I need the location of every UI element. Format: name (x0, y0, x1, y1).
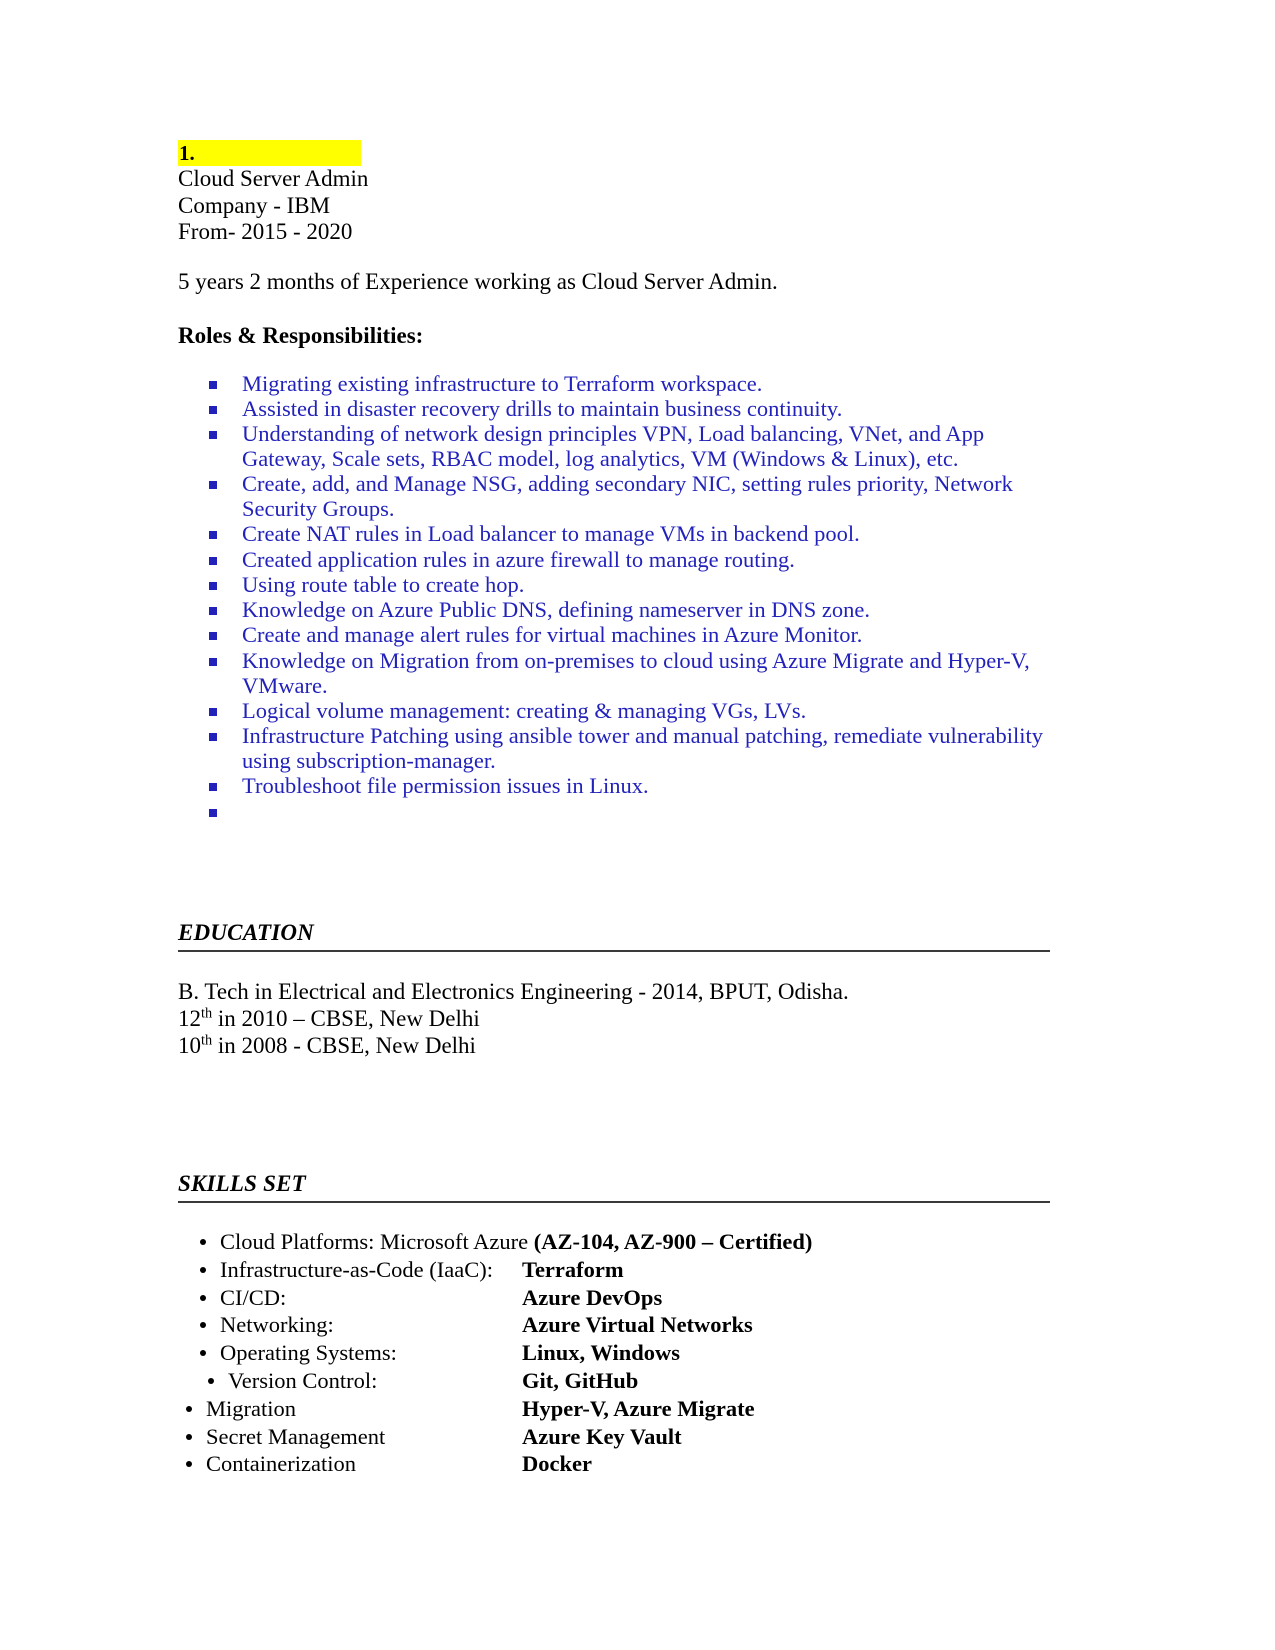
experience-title: Cloud Server Admin (178, 166, 369, 191)
responsibility-text: Migrating existing infrastructure to Terraform workspace. (242, 370, 763, 396)
education-twelfth-rest: in 2010 – CBSE, New Delhi (212, 1006, 480, 1032)
spacer (178, 296, 1050, 322)
skill-item (178, 1311, 1050, 1339)
skill-value: Docker (522, 1451, 592, 1477)
round-bullet-icon (186, 1461, 192, 1467)
responsibility-text: Assisted in disaster recovery drills to maintain business continuity. (242, 395, 843, 421)
education-tenth-rest: in 2008 - CBSE, New Delhi (212, 1033, 476, 1059)
square-bullet-icon (209, 557, 217, 565)
education-tenth-ordinal: 10 (178, 1033, 201, 1059)
responsibility-text: Knowledge on Azure Public DNS, defining nameserver in DNS zone. (242, 597, 870, 623)
responsibility-text: Using route table to create hop. (242, 571, 525, 597)
responsibility-item (178, 472, 1050, 522)
round-bullet-icon (200, 1239, 206, 1245)
responsibility-text: Troubleshoot file permission issues in Linux. (242, 773, 649, 799)
skill-item (178, 1339, 1050, 1367)
skill-item (178, 1423, 1050, 1451)
skill-value: Git, GitHub (522, 1368, 639, 1394)
round-bullet-icon (200, 1350, 206, 1356)
skill-label: Networking: (220, 1312, 334, 1338)
skill-item (178, 1284, 1050, 1312)
document-content (178, 140, 1050, 1478)
square-bullet-icon (209, 632, 217, 640)
square-bullet-icon (209, 783, 217, 791)
skill-value: Hyper-V, Azure Migrate (522, 1395, 755, 1421)
responsibility-text: Create, add, and Manage NSG, adding secondary NIC, setting rules priority, Network Security Groups. (242, 471, 1013, 521)
skill-label: Containerization (206, 1451, 356, 1477)
experience-index: 1. (178, 140, 361, 166)
skill-value: Terraform (522, 1256, 624, 1282)
skill-item (178, 1395, 1050, 1423)
responsibility-item (178, 623, 1050, 648)
responsibility-text: Create and manage alert rules for virtual machines in Azure Monitor. (242, 622, 863, 648)
square-bullet-icon (209, 607, 217, 615)
square-bullet-icon (209, 708, 217, 716)
skills-list (178, 1228, 1050, 1478)
responsibility-item (178, 573, 1050, 598)
experience-duration: From- 2015 - 2020 (178, 219, 353, 244)
skill-label: Cloud Platforms: Microsoft Azure (220, 1229, 534, 1255)
round-bullet-icon (186, 1406, 192, 1412)
square-bullet-icon (209, 733, 217, 741)
responsibilities-list (178, 372, 1050, 824)
skills-heading: SKILLS SET (178, 1171, 306, 1197)
responsibility-item (178, 522, 1050, 547)
education-section (178, 920, 1050, 1059)
responsibility-item (178, 422, 1050, 472)
responsibility-text: Logical volume management: creating & managing VGs, LVs. (242, 697, 807, 723)
round-bullet-icon (200, 1295, 206, 1301)
education-twelfth-suffix: th (201, 1005, 213, 1022)
skills-section (178, 1171, 1050, 1478)
responsibility-text: Knowledge on Migration from on-premises to cloud using Azure Migrate and Hyper-V, VMware. (242, 647, 1030, 698)
skill-value: Azure DevOps (522, 1284, 663, 1310)
square-bullet-icon (209, 381, 217, 389)
education-degree: B. Tech in Electrical and Electronics Engineering - 2014, BPUT, Odisha. (178, 979, 849, 1005)
responsibility-item (178, 724, 1050, 774)
square-bullet-icon (209, 406, 217, 414)
responsibility-item (178, 699, 1050, 724)
skill-label: Migration (206, 1395, 296, 1421)
square-bullet-icon (209, 658, 217, 666)
education-twelfth (178, 1005, 1050, 1032)
responsibility-text: Created application rules in azure firewall to manage routing. (242, 546, 795, 572)
round-bullet-icon (186, 1434, 192, 1440)
responsibility-item (178, 774, 1050, 799)
responsibility-item (178, 649, 1050, 699)
skill-value: Azure Virtual Networks (522, 1312, 753, 1338)
skill-label: Operating Systems: (220, 1340, 397, 1366)
square-bullet-icon (209, 481, 217, 489)
spacer (178, 824, 1050, 920)
square-bullet-icon (209, 531, 217, 539)
square-bullet-icon (209, 431, 217, 439)
responsibility-item (178, 548, 1050, 573)
responsibility-text: Create NAT rules in Load balancer to manage VMs in backend pool. (242, 521, 860, 547)
responsibilities-heading: Roles & Responsibilities: (178, 322, 424, 348)
square-bullet-icon (209, 582, 217, 590)
responsibility-item (178, 372, 1050, 397)
skill-item (178, 1256, 1050, 1284)
skill-label: Infrastructure-as-Code (IaaC): (220, 1256, 493, 1282)
responsibility-item (178, 397, 1050, 422)
experience-summary: 5 years 2 months of Experience working as Cloud Server Admin. (178, 268, 778, 294)
education-heading: EDUCATION (178, 920, 314, 946)
experience-company: Company - IBM (178, 192, 331, 218)
round-bullet-icon (200, 1322, 206, 1328)
skill-value: Linux, Windows (522, 1340, 681, 1366)
spacer (178, 246, 1050, 268)
skill-value: Azure Key Vault (522, 1423, 682, 1449)
skill-item (178, 1450, 1050, 1478)
spacer (178, 350, 1050, 372)
education-twelfth-ordinal: 12 (178, 1006, 201, 1032)
education-tenth-suffix: th (201, 1032, 213, 1049)
education-tenth (178, 1032, 1050, 1059)
responsibility-text: Infrastructure Patching using ansible tower and manual patching, remediate vulnerability using subscription-manager. (242, 723, 1043, 773)
skill-label: CI/CD: (220, 1284, 287, 1310)
square-bullet-icon (209, 809, 217, 817)
responsibility-item (178, 598, 1050, 623)
spacer (178, 1059, 1050, 1171)
skill-label: Secret Management (206, 1423, 386, 1449)
skill-label: Version Control: (228, 1368, 378, 1394)
experience-header (178, 140, 1050, 246)
skill-item (178, 1367, 1050, 1395)
skill-value: (AZ-104, AZ-900 – Certified) (533, 1229, 813, 1255)
round-bullet-icon (200, 1267, 206, 1273)
round-bullet-icon (208, 1378, 214, 1384)
skill-item (178, 1228, 1050, 1256)
responsibility-text: Understanding of network design principles VPN, Load balancing, VNet, and App Gateway, Scale sets, RBAC model, log analytics, VM (Windows & Linux), etc. (242, 421, 985, 471)
responsibility-item (178, 800, 1050, 824)
